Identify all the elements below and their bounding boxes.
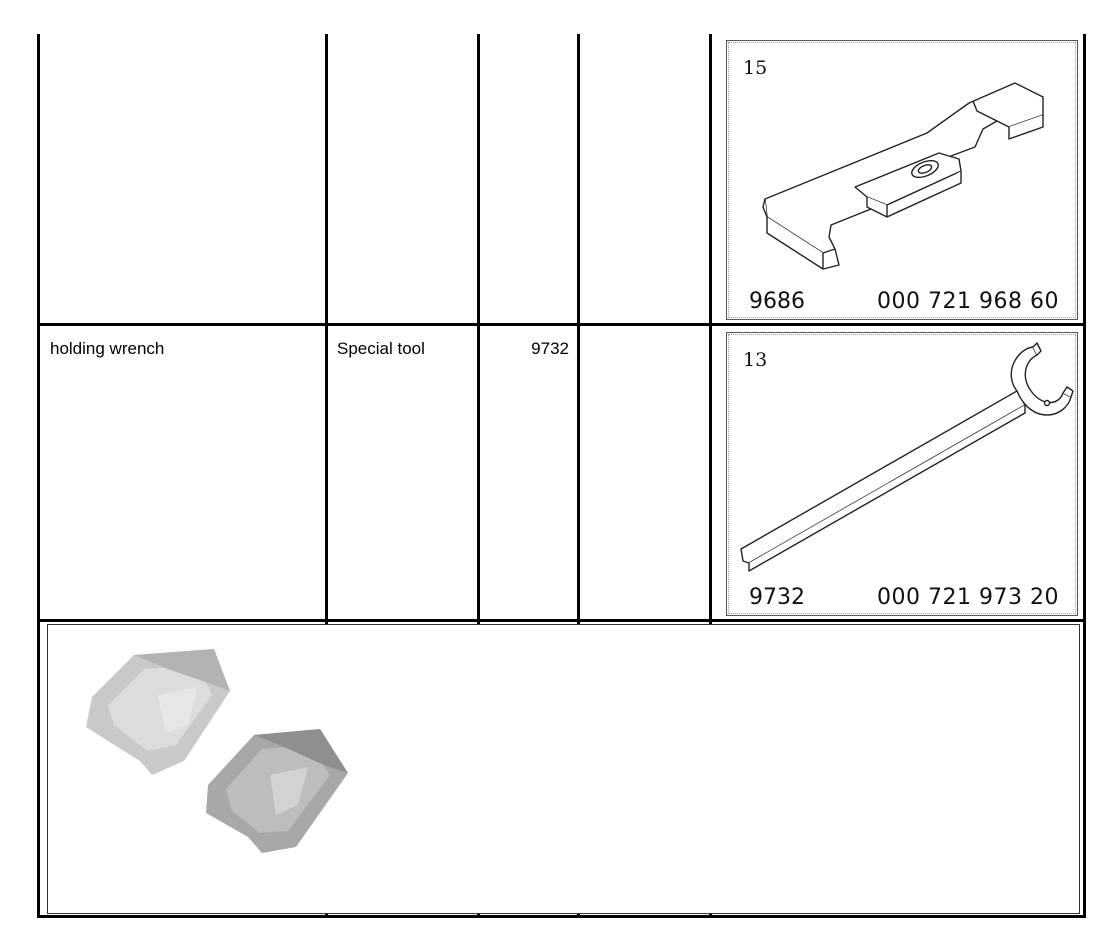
table-row [37, 34, 1086, 326]
tool-figure [726, 332, 1078, 616]
table-row [37, 622, 1086, 918]
description-cell [37, 34, 325, 326]
extra-cell [577, 34, 709, 326]
tool-number-cell: 9732 [477, 326, 577, 622]
figure-cell [709, 622, 1086, 918]
figure-tool-number: 9732 [749, 585, 805, 610]
figure-cell [709, 34, 1086, 326]
figure-cell [709, 326, 1086, 622]
description-cell: holding wrench [37, 326, 325, 622]
figure-part-number: 000 721 973 20 [877, 585, 1059, 610]
figure-number: 13 [743, 349, 768, 371]
figure-tool-number: 9686 [749, 289, 805, 314]
tool-number-cell [477, 34, 577, 326]
tool-photo [47, 624, 1080, 914]
figure-number: 15 [743, 57, 768, 79]
extra-cell [577, 326, 709, 622]
row-divider [37, 915, 1086, 918]
hook-wrench-illustration-icon [727, 333, 1083, 615]
dust-cover-photo-icon [48, 625, 402, 895]
figure-part-number: 000 721 968 60 [877, 289, 1059, 314]
special-tools-table [37, 34, 1086, 918]
table-row [37, 326, 1086, 622]
type-cell [325, 34, 477, 326]
tool-figure [726, 40, 1078, 320]
type-cell: Special tool [325, 326, 477, 622]
spacer-plate-illustration-icon [727, 41, 1083, 319]
